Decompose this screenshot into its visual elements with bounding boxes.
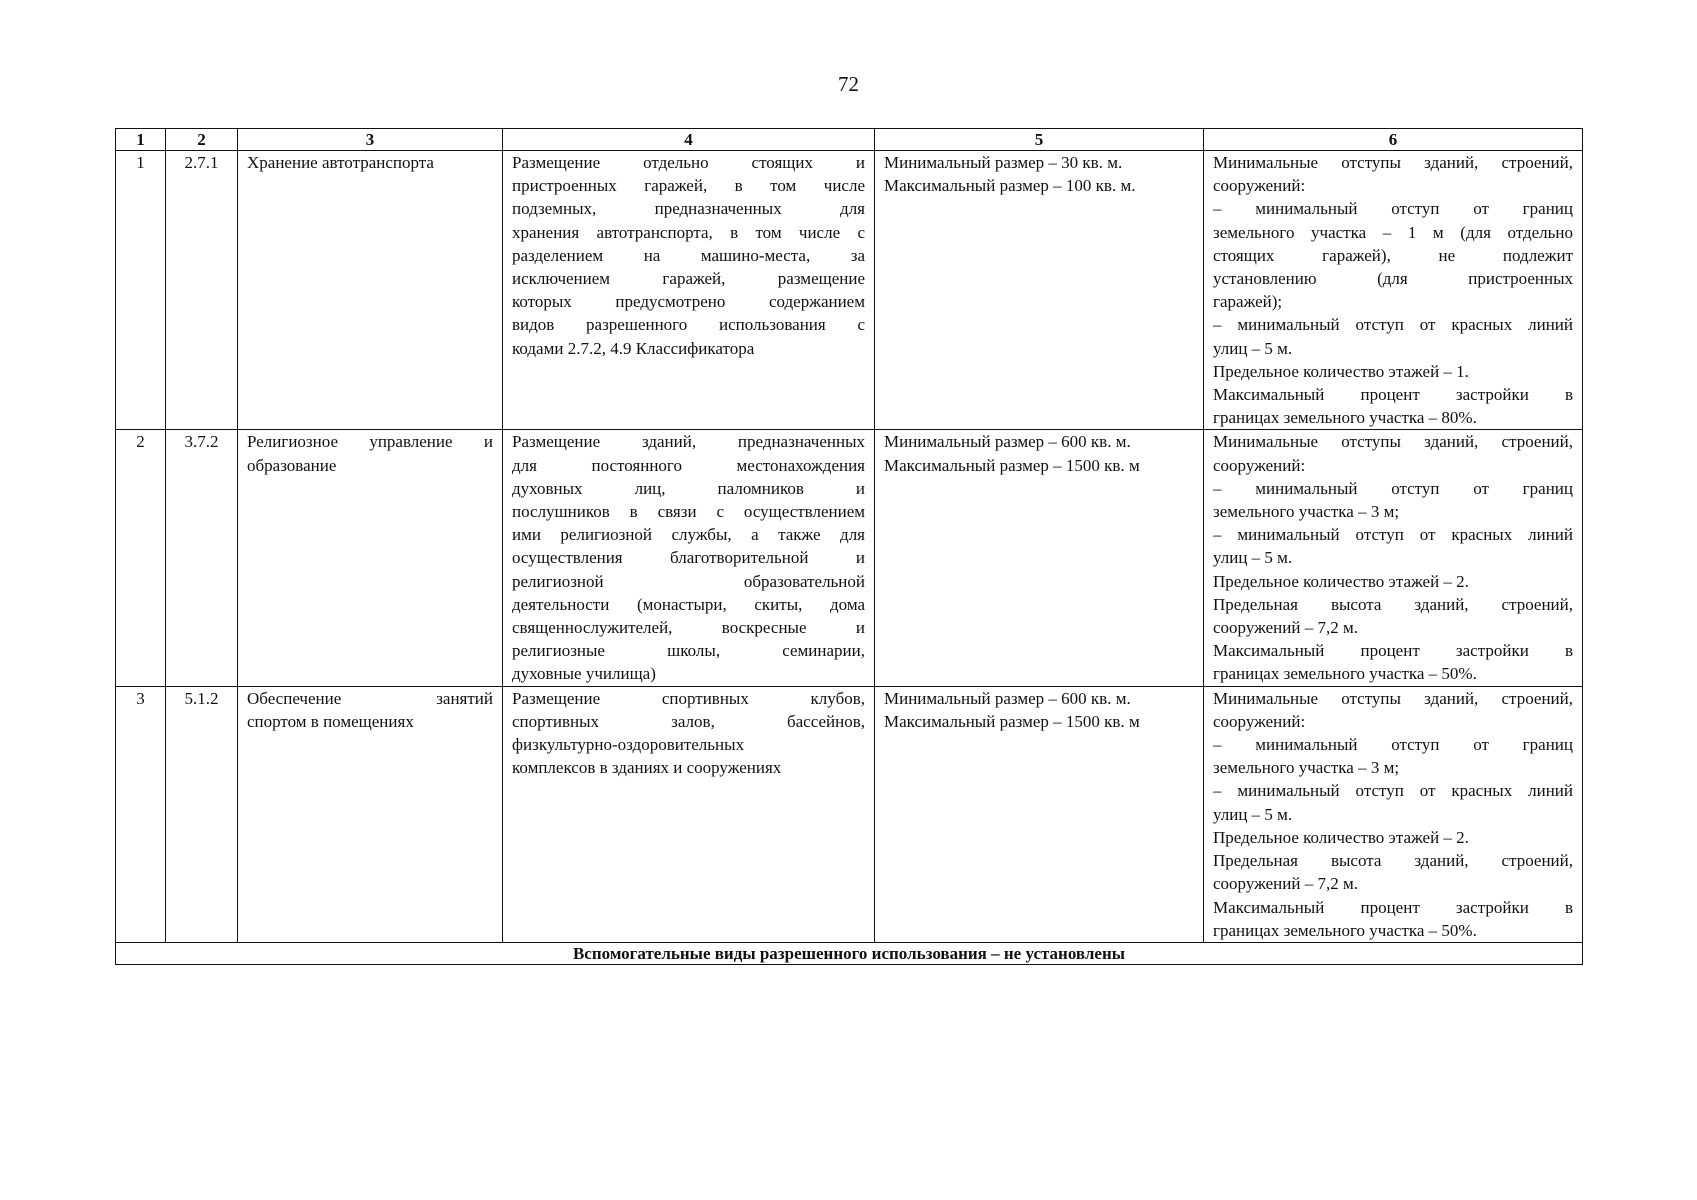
text-line: которых предусмотрено содержанием (512, 292, 865, 312)
text-line: Максимальный размер – 100 кв. м. (884, 176, 1136, 196)
text-line: Максимальный процент застройки в (1213, 897, 1573, 917)
use-name (238, 151, 503, 430)
text-line: Минимальные отступы зданий, строений, (1213, 432, 1573, 452)
text-line: стоящих гаражей), не подлежит (1213, 245, 1573, 265)
text-line: – минимальный отступ от границ (1213, 478, 1573, 498)
text-line: Размещение зданий, предназначенных (512, 432, 865, 452)
text-line: установлению (для пристроенных (1213, 269, 1573, 289)
text-line: Минимальный размер – 30 кв. м. (884, 153, 1123, 172)
text-line: духовных лиц, паломников и (512, 478, 865, 498)
use-description (503, 686, 875, 942)
text-line: сооружений: (1213, 176, 1306, 196)
text-line: – минимальный отступ от красных линий (1213, 781, 1573, 801)
text-line: духовные училища) (512, 664, 656, 684)
header-col-5: 5 (875, 129, 1204, 151)
text-line: сооружений – 7,2 м. (1213, 874, 1358, 894)
text-line: улиц – 5 м. (1213, 548, 1293, 568)
text-line: – минимальный отступ от границ (1213, 199, 1573, 219)
text-line: – минимальный отступ от красных линий (1213, 315, 1573, 335)
text-line: Хранение автотранспорта (247, 153, 434, 172)
text-line: Минимальный размер – 600 кв. м. (884, 688, 1131, 708)
header-col-2: 2 (166, 129, 238, 151)
use-name (238, 686, 503, 942)
row-number: 3 (116, 686, 166, 942)
text-line: гаражей); (1213, 292, 1283, 312)
use-description (503, 151, 875, 430)
land-use-table (115, 128, 1583, 965)
text-line: священнослужителей, воскресные и (512, 618, 865, 638)
plot-size (875, 430, 1204, 686)
text-line: спортом в помещениях (247, 711, 414, 731)
text-line: сооружений: (1213, 455, 1306, 475)
text-line: – минимальный отступ от границ (1213, 735, 1573, 755)
text-line: земельного участка – 1 м (для отдельно (1213, 222, 1573, 242)
text-line: Минимальные отступы зданий, строений, (1213, 153, 1573, 172)
text-line: Обеспечение занятий (247, 688, 493, 708)
text-line: религиозные школы, семинарии, (512, 641, 865, 661)
header-col-1: 1 (116, 129, 166, 151)
auxiliary-uses-note: Вспомогательные виды разрешенного использования – не установлены (116, 942, 1583, 964)
page-number: 72 (838, 72, 859, 96)
header-col-4: 4 (503, 129, 875, 151)
text-line: образование (247, 455, 337, 475)
text-line: сооружений: (1213, 711, 1306, 731)
use-description (503, 430, 875, 686)
text-line: подземных, предназначенных для (512, 199, 865, 219)
text-line: послушников в связи с осуществлением (512, 502, 865, 522)
classifier-code: 5.1.2 (166, 686, 238, 942)
text-line: Предельное количество этажей – 1. (1213, 361, 1469, 381)
text-line: земельного участка – 3 м; (1213, 758, 1400, 778)
building-parameters (1204, 430, 1583, 686)
classifier-code: 3.7.2 (166, 430, 238, 686)
text-line: границах земельного участка – 80%. (1213, 408, 1477, 428)
table-row (116, 686, 1583, 942)
text-line: Предельная высота зданий, строений, (1213, 851, 1573, 871)
text-line: хранения автотранспорта, в том числе с (512, 222, 865, 242)
text-line: улиц – 5 м. (1213, 338, 1293, 358)
text-line: Максимальный процент застройки в (1213, 641, 1573, 661)
table-row (116, 151, 1583, 430)
classifier-code: 2.7.1 (166, 151, 238, 430)
text-line: Максимальный размер – 1500 кв. м (884, 711, 1140, 731)
header-col-6: 6 (1204, 129, 1583, 151)
text-line: Размещение спортивных клубов, (512, 688, 865, 708)
row-number: 1 (116, 151, 166, 430)
row-number: 2 (116, 430, 166, 686)
building-parameters (1204, 686, 1583, 942)
text-line: земельного участка – 3 м; (1213, 502, 1400, 522)
table-row (116, 430, 1583, 686)
text-line: пристроенных гаражей, в том числе (512, 176, 865, 196)
text-line: религиозной образовательной (512, 571, 865, 591)
text-line: исключением гаражей, размещение (512, 269, 865, 289)
text-line: ими религиозной службы, а также для (512, 525, 865, 545)
text-line: Предельная высота зданий, строений, (1213, 594, 1573, 614)
text-line: видов разрешенного использования с (512, 315, 865, 335)
text-line: Минимальный размер – 600 кв. м. (884, 432, 1131, 452)
header-col-3: 3 (238, 129, 503, 151)
text-line: кодами 2.7.2, 4.9 Классификатора (512, 338, 755, 358)
text-line: Религиозное управление и (247, 432, 493, 452)
building-parameters (1204, 151, 1583, 430)
text-line: для постоянного местонахождения (512, 455, 865, 475)
text-line: Размещение отдельно стоящих и (512, 153, 865, 172)
use-name (238, 430, 503, 686)
text-line: Предельное количество этажей – 2. (1213, 571, 1469, 591)
text-line: границах земельного участка – 50%. (1213, 920, 1477, 940)
header-row (116, 129, 1583, 151)
text-line: деятельности (монастыри, скиты, дома (512, 594, 865, 614)
text-line: спортивных залов, бассейнов, (512, 711, 865, 731)
text-line: физкультурно-оздоровительных (512, 735, 745, 755)
text-line: границах земельного участка – 50%. (1213, 664, 1477, 684)
plot-size (875, 686, 1204, 942)
text-line: Предельное количество этажей – 2. (1213, 827, 1469, 847)
text-line: сооружений – 7,2 м. (1213, 618, 1358, 638)
text-line: разделением на машино-места, за (512, 245, 865, 265)
footer-row (116, 942, 1583, 964)
text-line: осуществления благотворительной и (512, 548, 865, 568)
text-line: Максимальный размер – 1500 кв. м (884, 455, 1140, 475)
text-line: комплексов в зданиях и сооружениях (512, 758, 782, 778)
text-line: Максимальный процент застройки в (1213, 385, 1573, 405)
text-line: улиц – 5 м. (1213, 804, 1293, 824)
text-line: Минимальные отступы зданий, строений, (1213, 688, 1573, 708)
plot-size (875, 151, 1204, 430)
text-line: – минимальный отступ от красных линий (1213, 525, 1573, 545)
